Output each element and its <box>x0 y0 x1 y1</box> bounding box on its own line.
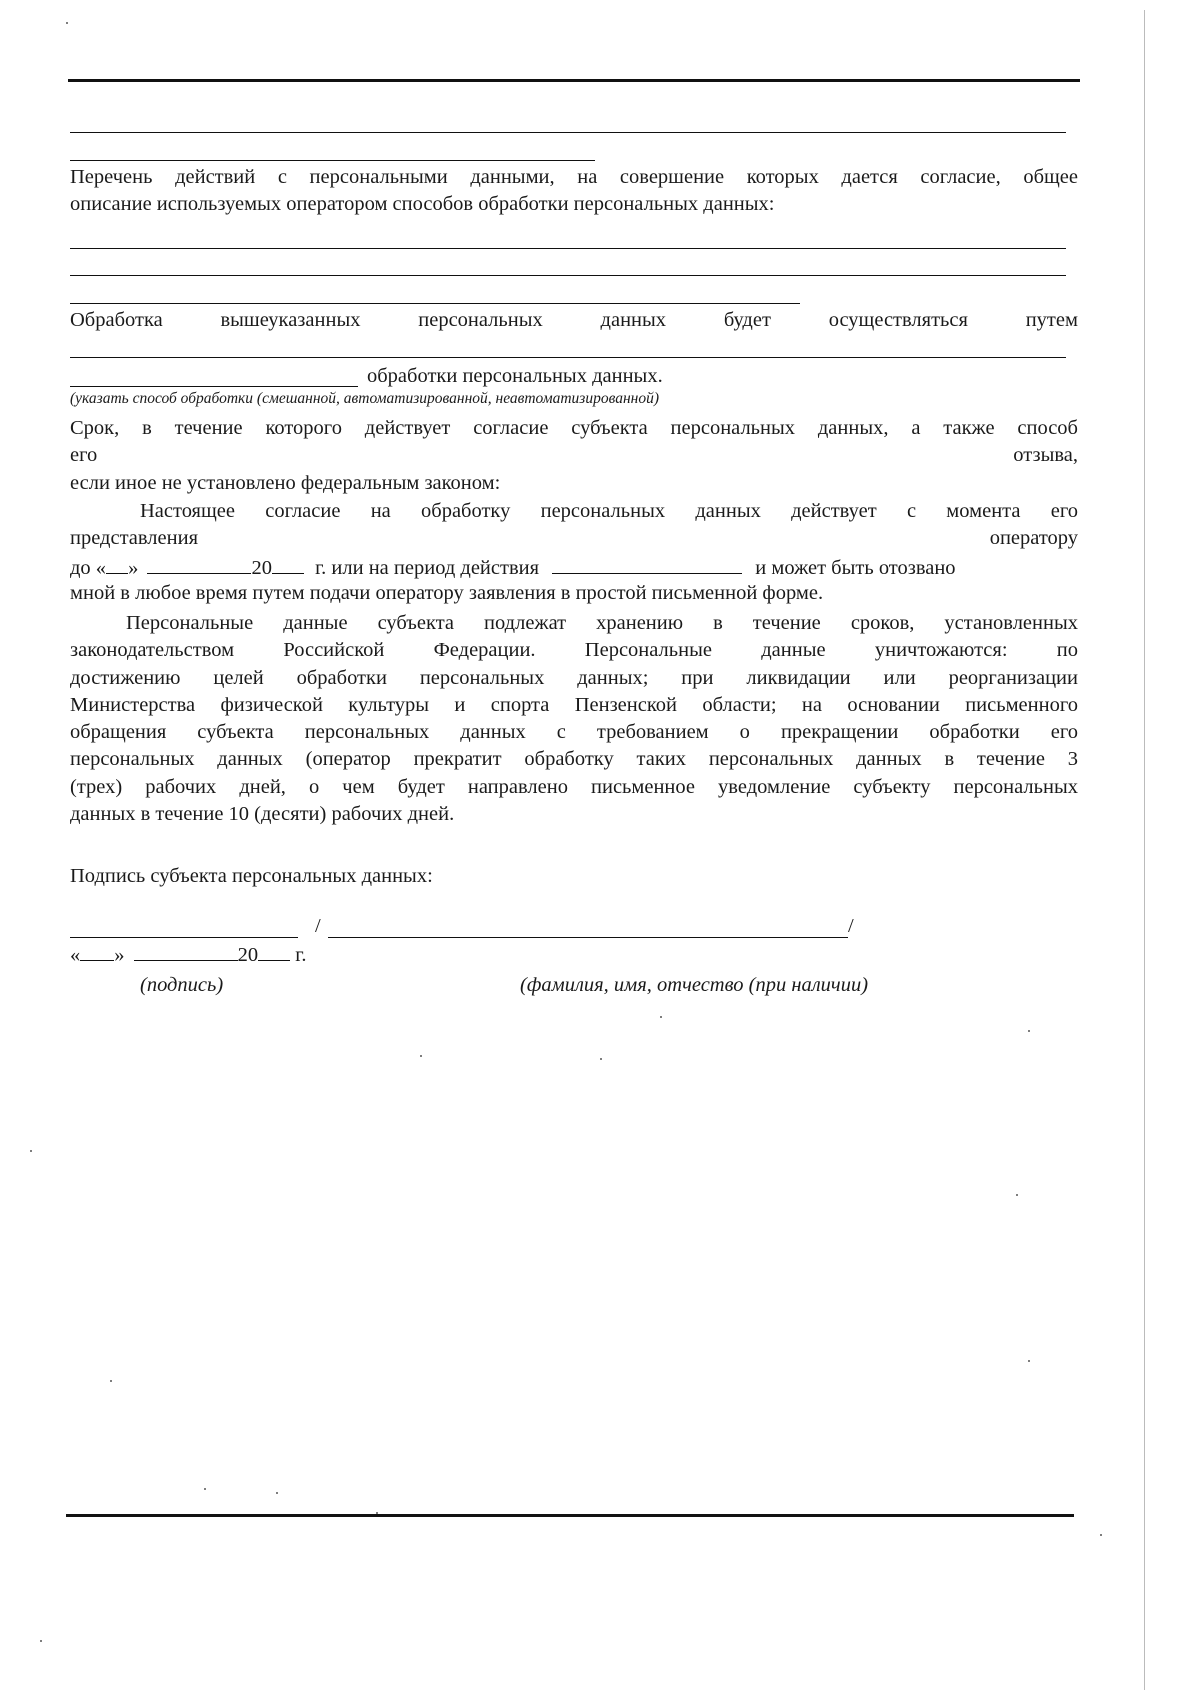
date-year-blank <box>258 940 290 961</box>
storage-line: данных в течение 10 (десяти) рабочих дней. <box>70 803 455 826</box>
processing-word: данных <box>600 309 667 331</box>
fullname-line <box>328 937 848 938</box>
period-blank <box>552 553 742 574</box>
storage-line: законодательством Российской Федерации. Персональные данные уничтожаются: по <box>70 639 1078 662</box>
consent-line: мной в любое время путем подачи оператору заявления в простой письменной форме. <box>70 582 824 604</box>
method-fill-line <box>70 357 1066 358</box>
bottom-rule <box>66 1514 1074 1517</box>
actions-heading <box>70 164 1078 217</box>
fill-line <box>70 275 1066 276</box>
processing-word: вышеуказанных <box>220 309 361 331</box>
actions-heading-line: Перечень действий с персональными данными, на совершение которых дается согласие, общее <box>70 166 1078 188</box>
processing-suffix: обработки персональных данных. <box>367 365 663 387</box>
caption-fullname: (фамилия, имя, отчество (при наличии) <box>520 974 869 996</box>
fill-line <box>70 248 1066 249</box>
year-blank <box>272 553 304 574</box>
scan-speck <box>660 1016 662 1018</box>
signature-line <box>70 937 298 938</box>
storage-line: персональных данных (оператор прекратит обработку таких персональных данных в течение 3 <box>70 748 1078 771</box>
consent-line <box>70 525 1078 552</box>
scan-speck <box>376 1512 378 1514</box>
date-suffix: г. <box>295 944 307 966</box>
actions-heading-line: описание используемых оператором способов обработки персональных данных: <box>70 192 775 215</box>
processing-word: персональных <box>418 309 543 331</box>
consent-date-close: » <box>128 557 139 579</box>
processing-word: путем <box>1025 309 1078 331</box>
validity-line: Срок, в течение которого действует согласие субъекта персональных данных, а также способ <box>70 417 1078 439</box>
scan-speck <box>276 1492 278 1494</box>
consent-word: оператору <box>989 527 1078 549</box>
storage-line: (трех) рабочих дней, о чем будет направлено письменное уведомление субъекту персональных <box>70 775 1078 798</box>
date-open: « <box>70 944 81 966</box>
scan-speck <box>66 22 68 24</box>
signature-date <box>70 940 306 969</box>
scan-speck <box>420 1055 422 1057</box>
consent-word: представления <box>70 527 198 549</box>
processing-sentence <box>70 307 1078 334</box>
storage-line: Министерства физической культуры и спорта Пензенской области; на основании письменного <box>70 693 1078 716</box>
validity-word: его <box>70 444 98 466</box>
storage-paragraph <box>70 610 1078 828</box>
consent-date-open: до « <box>70 557 107 579</box>
storage-line: Персональные данные субъекта подлежат хранению в течение сроков, установленных <box>126 612 1078 634</box>
method-blank <box>70 386 358 387</box>
signature-separator: / <box>315 915 321 937</box>
scan-speck <box>1028 1030 1030 1032</box>
consent-line: Настоящее согласие на обработку персональных данных действует с момента его <box>140 500 1078 522</box>
consent-date-line <box>70 553 1078 582</box>
scan-speck <box>110 1380 112 1382</box>
processing-word: будет <box>723 309 771 331</box>
signature-heading: Подпись субъекта персональных данных: <box>70 865 433 887</box>
scan-speck <box>1028 1360 1030 1362</box>
validity-line: если иное не установлено федеральным законом: <box>70 472 501 494</box>
storage-line: обращения субъекта персональных данных с требованием о прекращении обработки его <box>70 721 1078 744</box>
page-edge-line <box>1144 10 1145 1690</box>
validity-word: отзыва, <box>1013 444 1078 466</box>
processing-word: Обработка <box>70 309 163 331</box>
processing-hint: (указать способ обработки (смешанной, автоматизированной, неавтоматизированной) <box>70 390 660 407</box>
date-year-prefix: 20 <box>237 944 259 966</box>
date-day-blank <box>80 940 114 961</box>
consent-period-text: г. или на период действия <box>315 557 540 579</box>
scan-speck <box>40 1640 42 1642</box>
storage-line: достижению целей обработки персональных данных; при ликвидации или реорганизации <box>70 666 1078 689</box>
scan-speck <box>1016 1194 1018 1196</box>
fill-line <box>70 160 595 161</box>
date-month-blank <box>134 940 238 961</box>
top-rule <box>68 79 1080 82</box>
month-blank <box>147 553 251 574</box>
fill-line <box>70 303 800 304</box>
day-blank <box>106 553 128 574</box>
consent-revoke-text: и может быть отозвано <box>755 557 956 579</box>
scan-speck <box>600 1058 602 1060</box>
fill-line <box>70 132 1066 133</box>
scan-speck <box>30 1150 32 1152</box>
date-close: » <box>114 944 125 966</box>
signature-end: / <box>848 915 854 937</box>
scan-speck <box>204 1488 206 1490</box>
caption-signature: (подпись) <box>140 974 224 996</box>
validity-line <box>70 442 1078 469</box>
processing-word: осуществляться <box>828 309 968 331</box>
consent-year-prefix: 20 <box>251 557 272 579</box>
scan-speck <box>1100 1534 1102 1536</box>
